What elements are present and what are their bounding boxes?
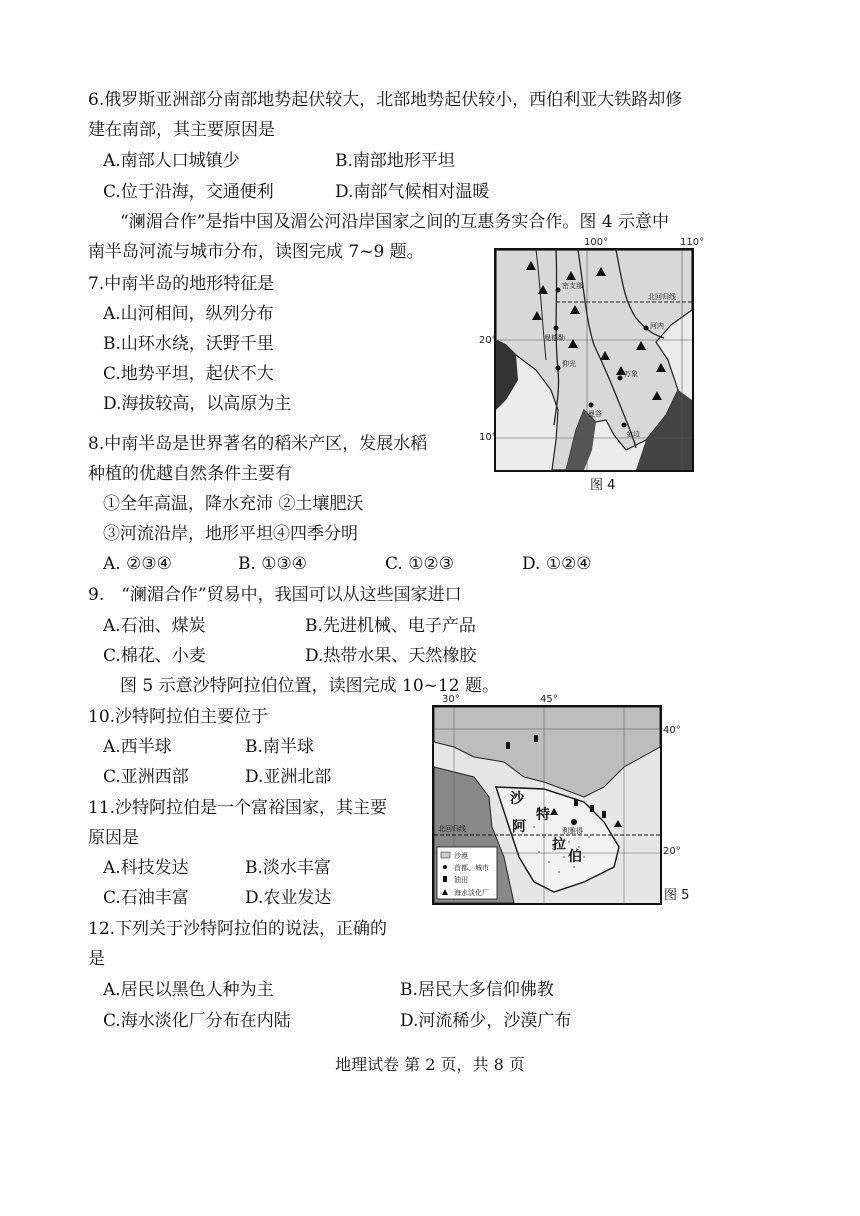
q8-statement-1: ①全年高温，降水充沛 ②土壤肥沃	[103, 494, 364, 514]
intro-saudi: 图 5 示意沙特阿拉伯位置，读图完成 10~12 题。	[120, 676, 499, 696]
map4-lat-10: 10°	[479, 432, 497, 443]
q8-option-a: A. ②③④	[103, 554, 172, 574]
map5-legend-capital: 首都、城市	[454, 864, 489, 872]
q6-stem-line2: 建在南部，其主要原因是	[88, 120, 275, 140]
map5-legend-desert: 沙漠	[454, 852, 468, 860]
q8-stem-line1: 8.中南半岛是世界著名的稻米产区，发展水稻	[88, 434, 428, 454]
map4-lat-20: 20°	[479, 335, 497, 346]
q12-option-d: D.河流稀少，沙漠广布	[400, 1011, 572, 1031]
q6-stem-line1: 6.俄罗斯亚洲部分南部地势起伏较大，北部地势起伏较小，西伯利亚大铁路却修	[88, 90, 683, 110]
q12-option-c: C.海水淡化厂分布在内陆	[103, 1011, 291, 1031]
q7-option-c: C.地势平坦，起伏不大	[103, 364, 274, 384]
q12-option-a: A.居民以黑色人种为主	[103, 980, 274, 1000]
map5-legend-desalination: 海水淡化厂	[454, 889, 489, 897]
q7-option-d: D.海拔较高，以高原为主	[103, 394, 292, 414]
q10-option-c: C.亚洲西部	[103, 767, 189, 787]
q10-option-d: D.亚洲北部	[245, 767, 332, 787]
q10-option-b: B.南半球	[245, 737, 314, 757]
q6-option-d: D.南部气候相对温暖	[335, 182, 490, 202]
map5-lon-45: 45°	[540, 694, 558, 705]
map4-label-tropic: 北回归线	[648, 293, 676, 301]
figure-5-saudi-map	[432, 705, 662, 905]
figure-4-caption: 图 4	[590, 478, 616, 493]
q9-option-b: B.先进机械、电子产品	[305, 616, 476, 636]
q7-option-a: A.山河相间，纵列分布	[103, 304, 274, 324]
map4-label-vientiane: 万象	[624, 370, 638, 378]
q8-stem-line2: 种植的优越自然条件主要有	[88, 464, 292, 484]
q11-option-c: C.石油丰富	[103, 888, 189, 908]
q11-option-a: A.科技发达	[103, 858, 189, 878]
q10-option-a: A.西半球	[103, 737, 172, 757]
q8-option-d: D. ①②④	[522, 554, 592, 574]
map5-lat-40: 40°	[663, 725, 681, 736]
q7-stem: 7.中南半岛的地形特征是	[88, 274, 275, 294]
map5-country-char-5: 伯	[568, 849, 582, 865]
q9-option-d: D.热带水果、天然橡胶	[305, 646, 477, 666]
q9-option-a: A.石油、煤炭	[103, 616, 206, 636]
map4-label-hanoi: 河内	[650, 322, 664, 330]
map4-label-bangkok: 曼谷	[588, 410, 602, 418]
q6-option-a: A.南部人口城镇少	[103, 151, 240, 171]
map4-label-mandalay: 曼德勒	[544, 334, 565, 342]
q12-option-b: B.居民大多信仰佛教	[400, 980, 554, 1000]
map5-legend-oilfield: 油田	[454, 876, 468, 884]
map4-lon-100: 100°	[584, 237, 609, 248]
map4-label-yangon: 仰光	[562, 360, 576, 368]
q6-option-c: C.位于沿海，交通便利	[103, 182, 274, 202]
map5-lon-30: 30°	[442, 694, 460, 705]
q11-option-d: D.农业发达	[245, 888, 332, 908]
q12-stem-line2: 是	[88, 949, 105, 969]
map5-country-char-2: 特	[536, 807, 550, 823]
page-footer: 地理试卷 第 2 页，共 8 页	[335, 1055, 525, 1074]
figure-4-indochina-map	[494, 248, 694, 472]
q8-statement-2: ③河流沿岸，地形平坦④四季分明	[103, 524, 358, 544]
map5-country-char-1: 沙	[510, 791, 524, 807]
q11-option-b: B.淡水丰富	[245, 858, 331, 878]
figure-5-caption: 图 5	[664, 888, 690, 903]
q11-stem-line1: 11.沙特阿拉伯是一个富裕国家，其主要	[88, 798, 388, 818]
map5-label-riyadh: 利雅得	[562, 827, 583, 835]
q8-option-b: B. ①③④	[238, 554, 308, 574]
q6-option-b: B.南部地形平坦	[335, 151, 455, 171]
intro-lancang-line1: “澜湄合作”是指中国及湄公河沿岸国家之间的互惠务实合作。图 4 示意中	[120, 212, 670, 232]
map4-label-phnompenh: 金边	[626, 430, 640, 438]
q10-stem: 10.沙特阿拉伯主要位于	[88, 707, 269, 727]
map5-label-tropic: 北回归线	[438, 825, 466, 833]
q9-stem: 9. “澜湄合作”贸易中，我国可以从这些国家进口	[88, 585, 462, 605]
q11-stem-line2: 原因是	[88, 828, 139, 848]
intro-lancang-line2: 南半岛河流与城市分布，读图完成 7~9 题。	[88, 242, 424, 262]
q12-stem-line1: 12.下列关于沙特阿拉伯的说法，正确的	[88, 919, 388, 939]
map5-country-char-3: 阿	[512, 819, 526, 835]
q9-option-c: C.棉花、小麦	[103, 646, 206, 666]
q7-option-b: B.山环水绕，沃野千里	[103, 334, 274, 354]
map4-lon-110: 110°	[680, 237, 705, 248]
map5-lat-20: 20°	[663, 846, 681, 857]
map4-label-myitkyina: 密支那	[562, 282, 583, 290]
map5-country-char-4: 拉	[552, 837, 566, 853]
q8-option-c: C. ①②③	[385, 554, 454, 574]
